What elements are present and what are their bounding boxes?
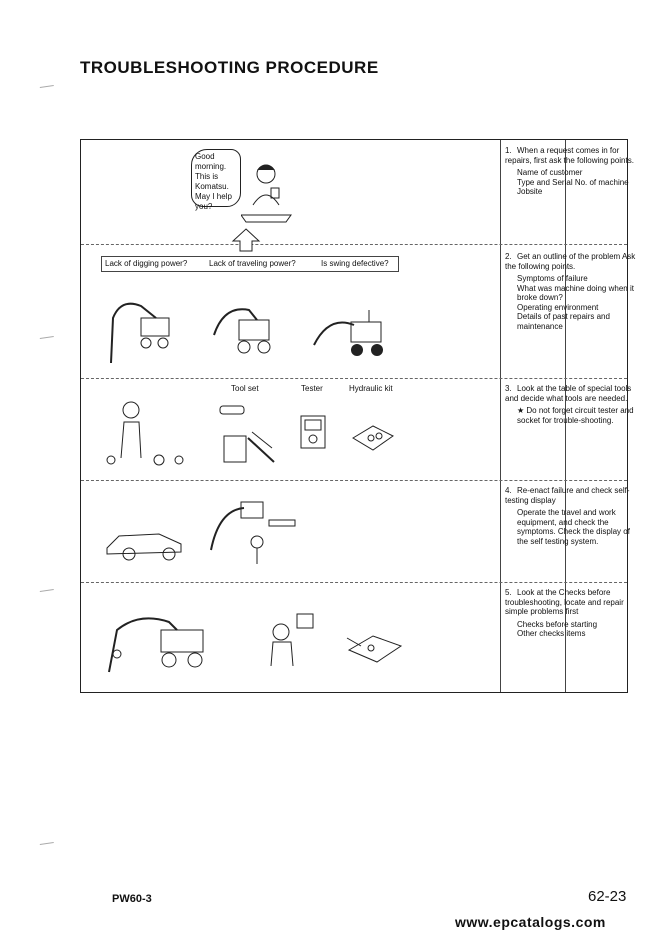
bubble-line: Good — [195, 152, 215, 161]
step-item: Jobsite — [517, 187, 543, 196]
bubble-line: morning. — [195, 162, 227, 171]
speech-bubble — [191, 149, 241, 211]
excavator-swing-illustration — [309, 300, 394, 365]
control-panel-illustration — [341, 622, 405, 670]
star-icon: ★ — [517, 406, 525, 415]
tool-set-icon — [216, 402, 278, 468]
step-item: What was machine doing when it broke down? — [517, 283, 634, 302]
step-1 — [505, 146, 641, 200]
margin-mark — [40, 85, 54, 91]
step-detail: Operate the travel and work equipment, and check the symptoms. Check the display of the self testing system. — [517, 508, 630, 546]
up-arrow-icon — [231, 228, 261, 252]
bubble-line: This is — [195, 172, 219, 181]
step-number: 4. — [505, 486, 512, 495]
question-label: Is swing defective? — [321, 259, 389, 268]
page-number: 62-23 — [588, 888, 627, 905]
page-title: TROUBLESHOOTING PROCEDURE — [80, 58, 379, 77]
row-divider — [81, 244, 627, 245]
technician-checklist-illustration — [259, 610, 319, 670]
bubble-line: Komatsu. — [195, 182, 229, 191]
margin-mark — [40, 589, 54, 595]
column-divider — [500, 140, 501, 692]
excavator-digging-illustration — [101, 288, 176, 368]
hydraulic-kit-icon — [349, 418, 397, 458]
watermark-url: www.epcatalogs.com — [455, 914, 606, 930]
step-item: Checks before starting — [517, 619, 598, 629]
bubble-line: May I help — [195, 192, 232, 201]
excavator-traveling-illustration — [209, 295, 279, 365]
procedure-table — [80, 139, 636, 693]
question-label: Lack of traveling power? — [209, 259, 296, 268]
step-number: 2. — [505, 252, 512, 261]
step-item: Name of customer — [517, 168, 583, 177]
row-divider — [81, 378, 627, 379]
excavator-inspection-illustration — [99, 602, 227, 684]
mechanic-illustration — [99, 398, 189, 470]
step-item: Other checks items — [517, 629, 586, 638]
loader-illustration — [99, 508, 189, 563]
step-item: Operating environment — [517, 302, 599, 312]
tester-icon — [299, 412, 329, 452]
step-item: Details of past repairs and maintenance — [517, 312, 610, 331]
step-note: Do not forget circuit tester and socket for trouble-shooting. — [517, 406, 634, 425]
step-4 — [505, 486, 641, 549]
step-item: Type and Serial No. of machine — [517, 177, 629, 187]
margin-mark — [40, 842, 54, 848]
margin-mark — [40, 336, 54, 342]
tool-label: Tester — [301, 384, 323, 393]
step-number: 5. — [505, 588, 512, 597]
step-text: Re-enact failure and check self-testing display — [505, 486, 630, 505]
step-item: Symptoms of failure — [517, 274, 588, 283]
step-number: 1. — [505, 146, 512, 155]
step-2 — [505, 252, 641, 334]
model-number: PW60-3 — [112, 893, 152, 905]
operator-testing-illustration — [199, 490, 299, 570]
step-text: Look at the Checks before troubleshooting, locate and repair simple problems first — [505, 588, 624, 616]
step-5 — [505, 588, 641, 642]
bubble-line: you? — [195, 202, 213, 211]
receptionist-illustration — [241, 160, 296, 225]
question-label: Lack of digging power? — [105, 259, 188, 268]
row-divider — [81, 582, 627, 583]
step-text: Look at the table of special tools and decide what tools are needed. — [505, 384, 632, 403]
step-number: 3. — [505, 384, 512, 393]
step-text: Get an outline of the problem Ask the following points. — [505, 252, 636, 271]
tool-label: Hydraulic kit — [349, 384, 393, 393]
row-divider — [81, 480, 627, 481]
tool-label: Tool set — [231, 384, 259, 393]
step-3 — [505, 384, 641, 428]
step-text: When a request comes in for repairs, first ask the following points. — [505, 146, 634, 165]
